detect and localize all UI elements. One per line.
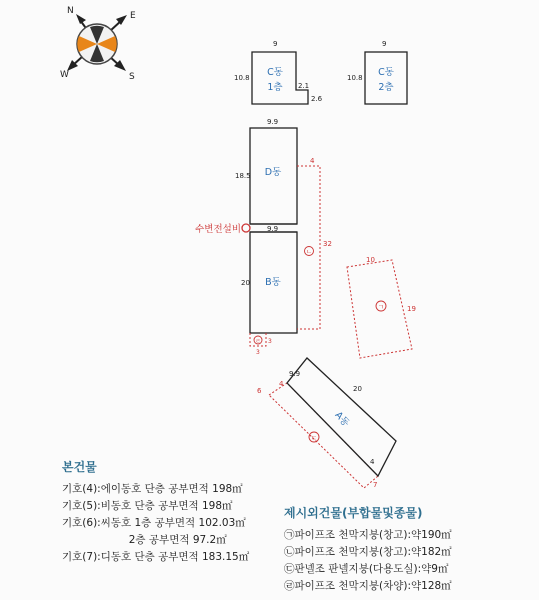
legend-row: ㉣파이프조 천막지붕(차양):약128㎡ <box>284 580 452 592</box>
c1-dim-notch-w: 2.1 <box>298 82 310 90</box>
d-name: D동 <box>264 167 282 178</box>
legend-row: 기호(6):씨동호 1층 공부면적 102.03㎡ <box>62 517 246 529</box>
c2-dim-left: 10.8 <box>347 74 363 82</box>
legend-row: ㉠파이프조 천막지붕(창고):약190㎡ <box>284 529 452 541</box>
annex-digeut <box>257 380 378 489</box>
a-dim-right: 20 <box>353 385 362 393</box>
b-dim-top: 9.9 <box>267 225 279 233</box>
building-c1 <box>234 40 323 104</box>
b-name: B동 <box>265 277 281 288</box>
compass-n: N <box>67 6 74 16</box>
c1-dim-top: 9 <box>273 40 278 48</box>
building-a <box>287 358 396 476</box>
main-legend-title: 본건물 <box>62 460 97 474</box>
nieun-mark: ㄴ <box>306 249 312 256</box>
c2-dim-top: 9 <box>382 40 387 48</box>
c1-dim-notch-h: 2.6 <box>311 95 323 103</box>
main-building-legend <box>62 458 249 566</box>
substation-marker-icon <box>242 224 250 232</box>
building-b <box>241 225 297 333</box>
giyeok-dim-right: 19 <box>407 305 416 313</box>
legend-row: 2층 공부면적 97.2㎡ <box>62 534 227 546</box>
building-d <box>235 118 297 224</box>
building-c2 <box>347 40 407 104</box>
a-dim-top: 9.9 <box>289 370 301 378</box>
d-dim-left: 18.5 <box>235 172 251 180</box>
substation <box>195 223 297 235</box>
legend-row: 기호(7):디동호 단층 공부면적 183.15㎡ <box>62 551 250 563</box>
legend-row: ㉢판넬조 판넬지붕(다용도실):약9㎡ <box>284 563 449 575</box>
compass-e: E <box>130 11 136 21</box>
annex-rieul <box>250 333 272 356</box>
legend-row: 기호(4):에이동호 단층 공부면적 198㎡ <box>62 483 243 495</box>
c2-name: C동 <box>378 67 394 78</box>
a-dim-bottom: 4 <box>370 458 375 466</box>
c1-dim-left: 10.8 <box>234 74 250 82</box>
digeut-dim-bottom: 7 <box>373 481 378 489</box>
legend-row: ㉡파이프조 천막지붕(창고):약182㎡ <box>284 546 452 558</box>
b-dim-left: 20 <box>241 279 250 287</box>
c1-floor: 1층 <box>267 82 283 93</box>
giyeok-dim-top: 10 <box>366 256 375 264</box>
rieul-dim-bottom: 3 <box>256 349 260 356</box>
d-dim-top: 9.9 <box>267 118 279 126</box>
nieun-dim-top: 4 <box>310 157 315 165</box>
rieul-mark: ㄹ <box>255 339 261 345</box>
c2-floor: 2층 <box>378 82 394 93</box>
annex-building-legend <box>284 504 452 595</box>
nieun-dim-right: 32 <box>323 240 332 248</box>
annex-nieun <box>297 157 332 329</box>
digeut-mark: ㄷ <box>310 434 318 442</box>
c1-name: C동 <box>267 67 283 78</box>
digeut-dim-left: 6 <box>257 387 262 395</box>
giyeok-mark: ㄱ <box>377 303 385 311</box>
rieul-dim-right: 3 <box>268 338 272 345</box>
annex-giyeok <box>347 256 416 358</box>
substation-label: 수변전설비 <box>195 224 241 235</box>
compass-s: S <box>129 72 135 82</box>
compass-w: W <box>60 70 69 80</box>
a-name: A동 <box>332 409 352 429</box>
legend-row: 기호(5):비동호 단층 공부면적 198㎡ <box>62 500 233 512</box>
digeut-dim-top: 4 <box>279 380 284 388</box>
annex-legend-title: 제시외건물(부합물및종물) <box>284 506 423 520</box>
compass <box>60 6 136 82</box>
